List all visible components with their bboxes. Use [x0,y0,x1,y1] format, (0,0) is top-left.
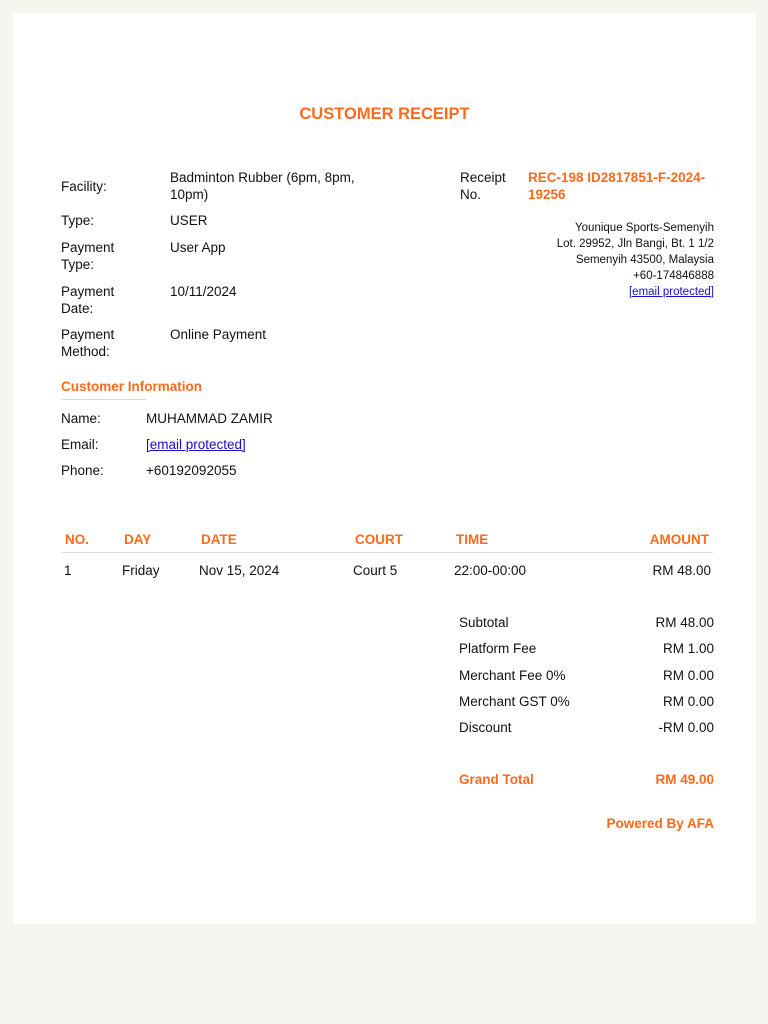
table-header-amount: AMOUNT [649,532,709,547]
subtotal-label: Subtotal [459,615,509,630]
receipt-number-label: Receipt No. [460,170,506,202]
customer-name-value: MUHAMMAD ZAMIR [146,411,273,426]
section-divider [61,399,146,400]
platform-fee-value: RM 1.00 [662,641,714,656]
receipt-number-value: REC-198 ID2817851-F-2024-19256 [528,170,706,202]
facility-label: Facility: [61,179,107,194]
payment-method-label: Payment Method: [61,327,115,359]
discount-value: -RM 0.00 [658,720,714,735]
table-header-no: NO. [65,532,90,547]
payment-type-label: Payment Type: [61,240,115,272]
merchant-gst-value: RM 0.00 [662,694,714,709]
table-header-date: DATE [201,532,237,547]
payment-date-value: 10/11/2024 [170,284,237,299]
customer-email-link[interactable]: [email protected] [146,437,246,452]
customer-info-title: Customer Information [61,379,203,394]
customer-phone-label: Phone: [61,463,104,478]
table-cell-date: Nov 15, 2024 [199,563,280,578]
type-label: Type: [61,213,95,228]
table-cell-amount: RM 48.00 [652,563,711,578]
page-title: CUSTOMER RECEIPT [299,105,470,123]
merchant-fee-label: Merchant Fee 0% [459,668,566,683]
grand-total-label: Grand Total [459,772,534,787]
platform-fee-label: Platform Fee [459,641,537,656]
discount-label: Discount [459,720,512,735]
subtotal-value: RM 48.00 [655,615,714,630]
payment-type-value: User App [170,240,226,255]
receipt-page [13,13,756,924]
merchant-address-line2: Semenyih 43500, Malaysia [575,254,714,266]
grand-total-value: RM 49.00 [655,772,714,787]
table-cell-day: Friday [122,563,160,578]
merchant-email-link[interactable]: [email protected] [628,286,714,298]
powered-by: Powered By AFA [606,816,714,831]
merchant-phone: +60-174846888 [633,270,714,282]
merchant-gst-label: Merchant GST 0% [459,694,570,709]
merchant-fee-value: RM 0.00 [662,668,714,683]
table-cell-no: 1 [64,563,72,578]
table-cell-court: Court 5 [353,563,398,578]
type-value: USER [170,213,208,228]
customer-name-label: Name: [61,411,101,426]
payment-method-value: Online Payment [170,327,267,342]
payment-date-label: Payment Date: [61,284,115,316]
customer-phone-value: +60192092055 [146,463,237,478]
customer-email-label: Email: [61,437,99,452]
table-header-time: TIME [456,532,489,547]
table-cell-time: 22:00-00:00 [454,563,527,578]
table-header-divider [61,552,713,553]
merchant-name: Younique Sports-Semenyih [575,222,714,234]
table-header-day: DAY [124,532,152,547]
facility-value: Badminton Rubber (6pm, 8pm, 10pm) [170,170,355,202]
table-header-court: COURT [355,532,403,547]
merchant-address-line1: Lot. 29952, Jln Bangi, Bt. 1 1/2 [556,238,714,250]
